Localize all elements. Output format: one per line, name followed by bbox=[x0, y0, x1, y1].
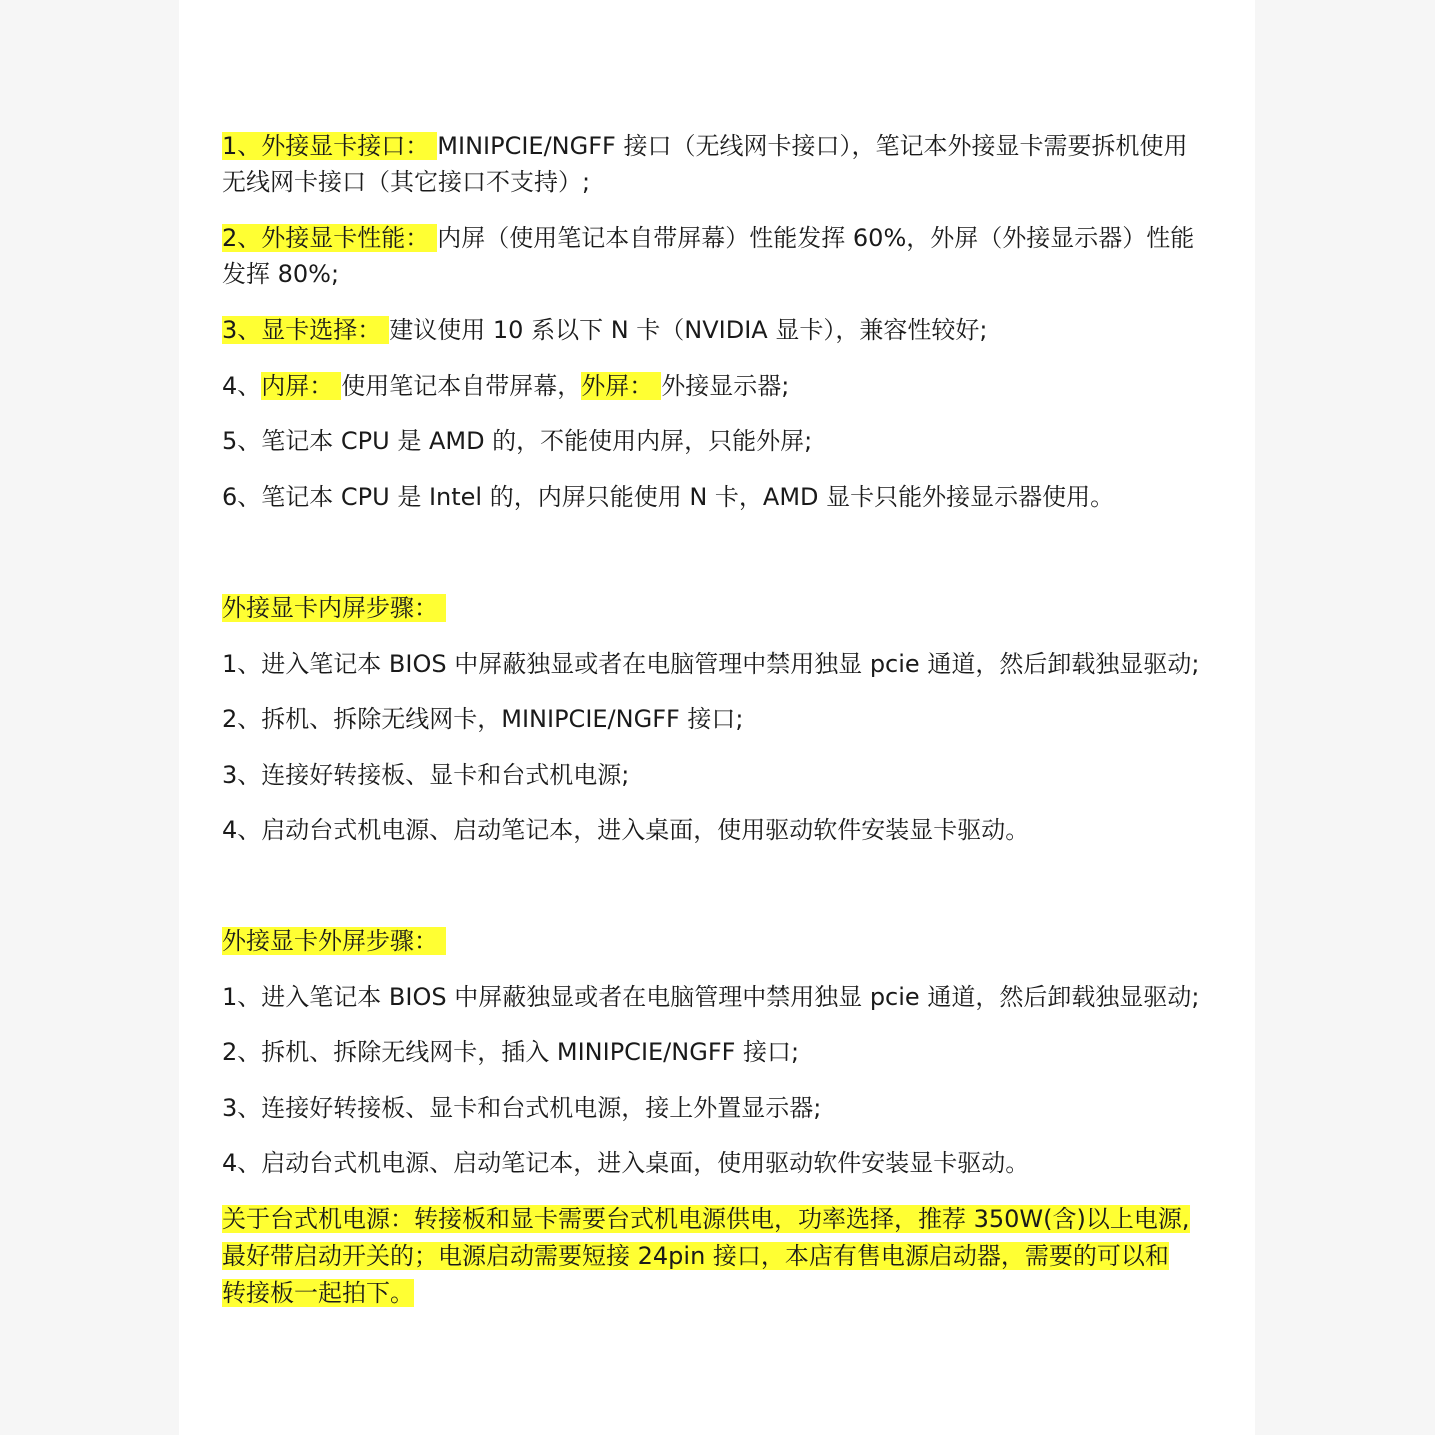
external-steps-title bbox=[222, 923, 446, 959]
intro-item-6: 6、笔记本 CPU 是 Intel 的，内屏只能使用 N 卡，AMD 显卡只能外接显示器使用。 bbox=[222, 483, 1115, 511]
external-steps-title-text: 外接显卡外屏步骤： bbox=[222, 927, 446, 955]
external-step-3: 3、连接好转接板、显卡和台式机电源，接上外置显示器; bbox=[222, 1094, 822, 1122]
intro-item-1-text: MINIPCIE/NGFF 接口（无线网卡接口），笔记本外接显卡需要拆机使用 bbox=[437, 132, 1188, 160]
intro-item-1-line-1 bbox=[222, 128, 1187, 164]
internal-step-1: 1、进入笔记本 BIOS 中屏蔽独显或者在电脑管理中禁用独显 pcie 通道，然后卸载独显驱动; bbox=[222, 650, 1200, 678]
intro-item-3-text: 建议使用 10 系以下 N 卡（NVIDIA 显卡），兼容性较好; bbox=[389, 316, 988, 344]
external-step-4: 4、启动台式机电源、启动笔记本，进入桌面，使用驱动软件安装显卡驱动。 bbox=[222, 1149, 1030, 1177]
intro-item-1-line-2: 无线网卡接口（其它接口不支持）; bbox=[222, 168, 591, 196]
intro-item-4-text-a: 使用笔记本自带屏幕， bbox=[341, 372, 582, 400]
intro-item-2-line-2: 发挥 80%; bbox=[222, 260, 340, 288]
intro-item-3 bbox=[222, 312, 987, 348]
intro-item-4-label-b: 外屏： bbox=[581, 372, 661, 400]
intro-item-4-prefix: 4、 bbox=[222, 372, 262, 400]
internal-steps-title bbox=[222, 590, 446, 626]
intro-item-2-text: 内屏（使用笔记本自带屏幕）性能发挥 60%，外屏（外接显示器）性能 bbox=[437, 224, 1195, 252]
intro-item-2-label: 2、外接显卡性能： bbox=[222, 224, 437, 252]
power-note-line-1-text: 关于台式机电源：转接板和显卡需要台式机电源供电，功率选择，推荐 350W(含)以上电源, bbox=[222, 1205, 1190, 1233]
intro-item-4-label-a: 内屏： bbox=[261, 372, 341, 400]
external-step-1: 1、进入笔记本 BIOS 中屏蔽独显或者在电脑管理中禁用独显 pcie 通道，然后卸载独显驱动; bbox=[222, 983, 1200, 1011]
internal-step-2: 2、拆机、拆除无线网卡，MINIPCIE/NGFF 接口; bbox=[222, 705, 744, 733]
internal-step-3: 3、连接好转接板、显卡和台式机电源; bbox=[222, 761, 630, 789]
intro-item-1-label: 1、外接显卡接口： bbox=[222, 132, 437, 160]
power-note-line-3 bbox=[222, 1275, 414, 1311]
power-note-line-3-text: 转接板一起拍下。 bbox=[222, 1279, 414, 1307]
power-note-line-2-text: 最好带启动开关的；电源启动需要短接 24pin 接口，本店有售电源启动器，需要的可以和 bbox=[222, 1242, 1169, 1270]
power-note-line-1 bbox=[222, 1201, 1190, 1237]
internal-step-4: 4、启动台式机电源、启动笔记本，进入桌面，使用驱动软件安装显卡驱动。 bbox=[222, 816, 1030, 844]
external-step-2: 2、拆机、拆除无线网卡，插入 MINIPCIE/NGFF 接口; bbox=[222, 1038, 800, 1066]
intro-item-3-label: 3、显卡选择： bbox=[222, 316, 389, 344]
intro-item-2-line-1 bbox=[222, 220, 1194, 256]
power-note-line-2 bbox=[222, 1238, 1169, 1274]
intro-item-4-text-b: 外接显示器; bbox=[661, 372, 790, 400]
intro-item-4 bbox=[222, 368, 789, 404]
internal-steps-title-text: 外接显卡内屏步骤： bbox=[222, 594, 446, 622]
intro-item-5: 5、笔记本 CPU 是 AMD 的，不能使用内屏，只能外屏; bbox=[222, 427, 813, 455]
